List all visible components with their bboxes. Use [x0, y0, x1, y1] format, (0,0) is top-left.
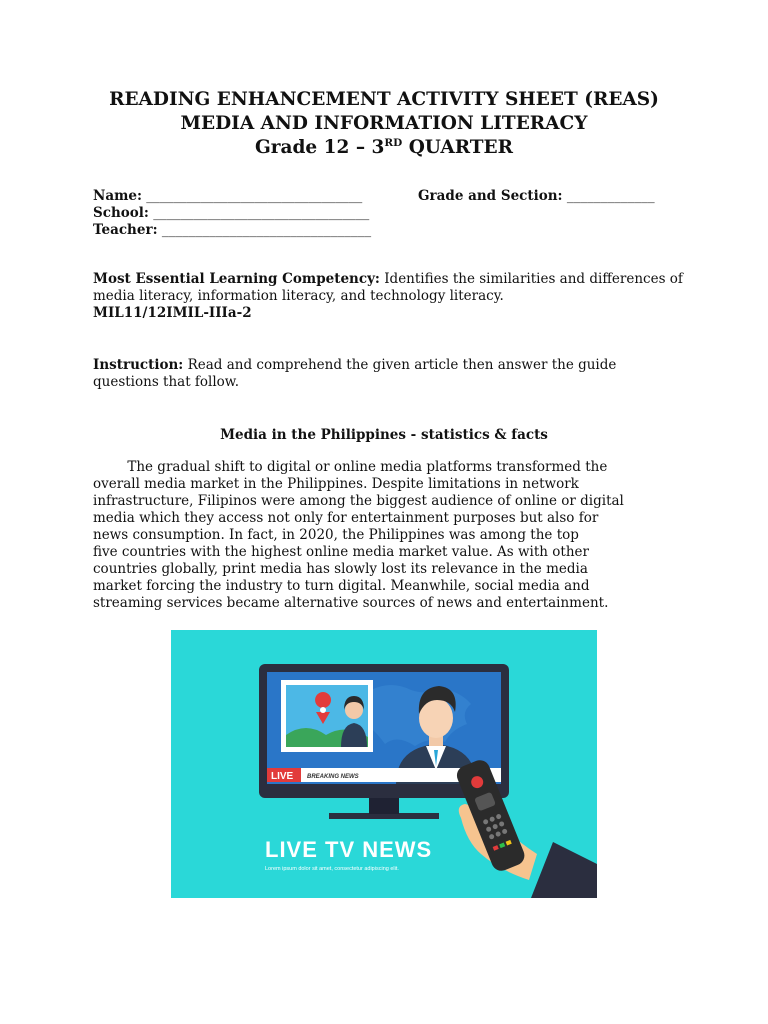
header-subject: MEDIA AND INFORMATION LITERACY — [180, 113, 588, 134]
teacher-field[interactable] — [93, 222, 371, 238]
tv-stand-neck — [369, 796, 399, 814]
live-tv-news-illustration — [171, 630, 597, 898]
name-blank[interactable]: ________________________________ — [146, 188, 363, 204]
competency-code: MIL11/12IMIL-IIIa-2 — [93, 305, 252, 321]
live-tv-news-subtext: Lorem ipsum dolor sit amet, consectetur adipiscing elit. — [265, 866, 399, 872]
teacher-label: Teacher: — [93, 222, 158, 238]
name-label: Name: — [93, 188, 142, 204]
article-line: The gradual shift to digital or online media platforms transformed the — [93, 459, 608, 475]
live-tv-news-headline: LIVE TV NEWS — [265, 837, 433, 862]
article-line: news consumption. In fact, in 2020, the Philippines was among the top — [93, 527, 579, 543]
competency-paragraph — [93, 271, 683, 305]
article-body — [93, 459, 673, 612]
article-line: five countries with the highest online media market value. As with other — [93, 544, 589, 560]
school-blank[interactable]: ________________________________ — [153, 205, 370, 221]
article-title: Media in the Philippines - statistics & facts — [220, 427, 548, 443]
grade-section-field[interactable] — [418, 188, 655, 204]
competency-text: Identifies the similarities and differences of media literacy, information literacy, and technology literacy. — [93, 271, 683, 304]
grade-section-label: Grade and Section: — [418, 188, 563, 204]
instruction-label: Instruction: — [93, 357, 184, 373]
header — [0, 88, 768, 160]
grade-section-blank[interactable]: _____________ — [566, 188, 655, 204]
instruction-text: Read and comprehend the given article then answer the guide questions that follow. — [93, 357, 617, 390]
header-grade-quarter: Grade 12 – 3RD QUARTER — [254, 137, 514, 158]
article-line: media which they access not only for entertainment purposes but also for — [93, 510, 599, 526]
instruction-paragraph — [93, 357, 683, 391]
tv-news-svg — [171, 630, 597, 898]
article-line: infrastructure, Filipinos were among the biggest audience of online or digital — [93, 493, 624, 509]
article-line: countries globally, print media has slowly lost its relevance in the media — [93, 561, 588, 577]
school-label: School: — [93, 205, 149, 221]
header-title: READING ENHANCEMENT ACTIVITY SHEET (REAS) — [109, 89, 659, 110]
school-field[interactable] — [93, 205, 369, 221]
live-badge-text: LIVE — [271, 771, 294, 782]
breaking-news-ticker: BREAKING NEWS — [307, 774, 359, 780]
article-line: market forcing the industry to turn digital. Meanwhile, social media and — [93, 578, 590, 594]
name-field[interactable] — [93, 188, 362, 204]
article-line: overall media market in the Philippines. Despite limitations in network — [93, 476, 579, 492]
competency-label: Most Essential Learning Competency: — [93, 271, 380, 287]
teacher-blank[interactable]: _______________________________ — [161, 222, 372, 238]
location-pin-dot — [320, 707, 326, 713]
article-line: streaming services became alternative sources of news and entertainment. — [93, 595, 609, 611]
